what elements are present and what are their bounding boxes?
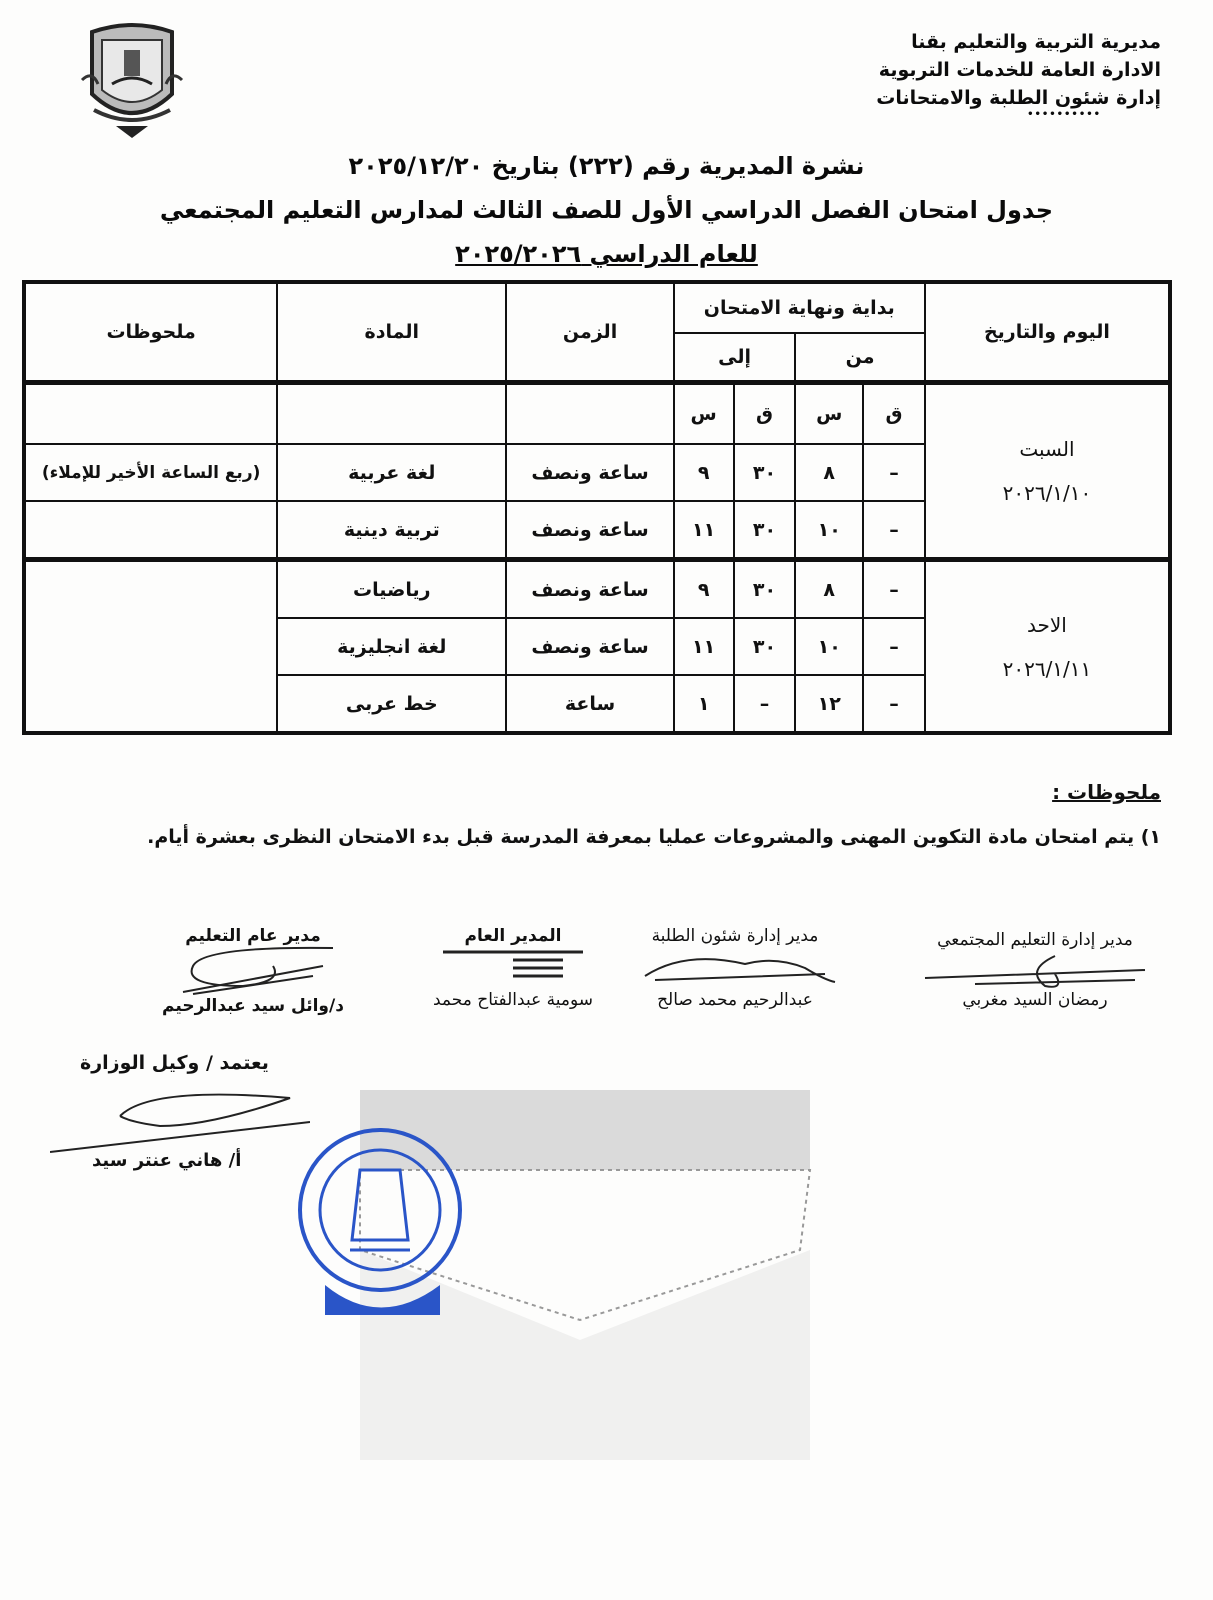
duration: ساعة ونصف (506, 501, 673, 560)
document-titles (0, 144, 1213, 276)
unit-spacer (24, 383, 277, 445)
signature-block-student-affairs (615, 926, 855, 1010)
to-hour: ٩ (674, 444, 734, 501)
official-stamp-icon (290, 1120, 470, 1320)
subject: لغة عربية (277, 444, 506, 501)
from-hour: ١٠ (795, 501, 863, 560)
signature-role: المدير العام (464, 926, 562, 946)
to-hour: ١١ (674, 501, 734, 560)
from-minute: – (863, 444, 925, 501)
bulletin-title: نشرة المديرية رقم (٢٢٢) بتاريخ ٢٠٢٥/١٢/٢٠ (348, 152, 865, 180)
schedule-title: جدول امتحان الفصل الدراسي الأول للصف الثالث لمدارس التعليم المجتمعي (159, 196, 1054, 224)
day-name: الاحد (1027, 612, 1067, 637)
handwritten-signature-icon (915, 950, 1155, 990)
unit-minute: ق (734, 383, 796, 445)
unit-hour: س (674, 383, 734, 445)
from-hour: ٨ (795, 444, 863, 501)
handwritten-signature-icon (163, 946, 343, 996)
signature-block-education-director (153, 926, 353, 1016)
org-line-directorate: مديرية التربية والتعليم بقنا (911, 31, 1161, 53)
approval-name: أ/ هاني عنتر سيد (92, 1150, 242, 1171)
to-minute: ٣٠ (734, 618, 796, 675)
signature-block-general-director (413, 926, 613, 1010)
notes (24, 501, 277, 560)
table-row (24, 560, 1170, 619)
subject: تربية دينية (277, 501, 506, 560)
signature-role: مدير إدارة شئون الطلبة (651, 926, 819, 946)
header-duration: الزمن (506, 282, 673, 383)
signature-name: سومية عبدالفتاح محمد (433, 990, 593, 1010)
from-hour: ١٠ (795, 618, 863, 675)
duration: ساعة ونصف (506, 444, 673, 501)
organization-header (876, 28, 1161, 118)
to-minute: ٣٠ (734, 501, 796, 560)
day-cell (925, 383, 1170, 560)
unit-spacer (277, 383, 506, 445)
unit-minute: ق (863, 383, 925, 445)
from-minute: – (863, 560, 925, 619)
to-minute: ٣٠ (734, 444, 796, 501)
from-minute: – (863, 618, 925, 675)
header-notes: ملحوظات (24, 282, 277, 383)
signature-block-community-education (905, 930, 1165, 1010)
header-start-end: بداية ونهاية الامتحان (674, 282, 925, 333)
from-hour: ١٢ (795, 675, 863, 733)
subject: خط عربى (277, 675, 506, 733)
day-cell (925, 560, 1170, 734)
handwritten-signature-icon (423, 946, 603, 990)
subject: رياضيات (277, 560, 506, 619)
note-item: ١) يتم امتحان مادة التكوين المهنى والمشروعات عمليا بمعرفة المدرسة قبل بدء الامتحان النظرى بعشرة أيام. (147, 826, 1161, 848)
notes (24, 560, 277, 734)
from-hour: ٨ (795, 560, 863, 619)
to-hour: ١١ (674, 618, 734, 675)
from-minute: – (863, 675, 925, 733)
handwritten-signature-icon (625, 946, 845, 990)
academic-year: للعام الدراسي ٢٠٢٥/٢٠٢٦ (455, 240, 758, 268)
to-minute: – (734, 675, 796, 733)
day-date: ٢٠٢٦/١/١١ (1002, 656, 1092, 681)
signature-name: عبدالرحيم محمد صالح (657, 990, 813, 1010)
approval-label: يعتمد / وكيل الوزارة (80, 1052, 269, 1074)
unit-hour: س (795, 383, 863, 445)
org-line-department: إدارة شئون الطلبة والامتحانات (876, 87, 1161, 109)
duration: ساعة ونصف (506, 618, 673, 675)
ministry-emblem-icon (72, 14, 192, 139)
signature-role: مدير عام التعليم (185, 926, 321, 946)
signature-name: رمضان السيد مغربي (962, 990, 1108, 1010)
org-line-administration: الادارة العامة للخدمات التربوية (878, 59, 1161, 81)
exam-schedule-table (22, 280, 1172, 735)
header-to: إلى (674, 333, 796, 383)
duration: ساعة ونصف (506, 560, 673, 619)
decorative-dots: •••••••••• (1027, 109, 1101, 120)
header-day-date: اليوم والتاريخ (925, 282, 1170, 383)
day-name: السبت (1019, 437, 1075, 461)
to-minute: ٣٠ (734, 560, 796, 619)
day-date: ٢٠٢٦/١/١٠ (1002, 481, 1092, 505)
unit-spacer (506, 383, 673, 445)
from-minute: – (863, 501, 925, 560)
header-subject: المادة (277, 282, 506, 383)
duration: ساعة (506, 675, 673, 733)
to-hour: ٩ (674, 560, 734, 619)
notes-title: ملحوظات : (1052, 780, 1161, 804)
subject: لغة انجليزية (277, 618, 506, 675)
to-hour: ١ (674, 675, 734, 733)
handwritten-signature-icon (50, 1086, 310, 1156)
signature-role: مدير إدارة التعليم المجتمعي (937, 930, 1133, 950)
notes: (ربع الساعة الأخير للإملاء) (24, 444, 277, 501)
header-from: من (795, 333, 925, 383)
signature-name: د/وائل سيد عبدالرحيم (162, 996, 344, 1016)
